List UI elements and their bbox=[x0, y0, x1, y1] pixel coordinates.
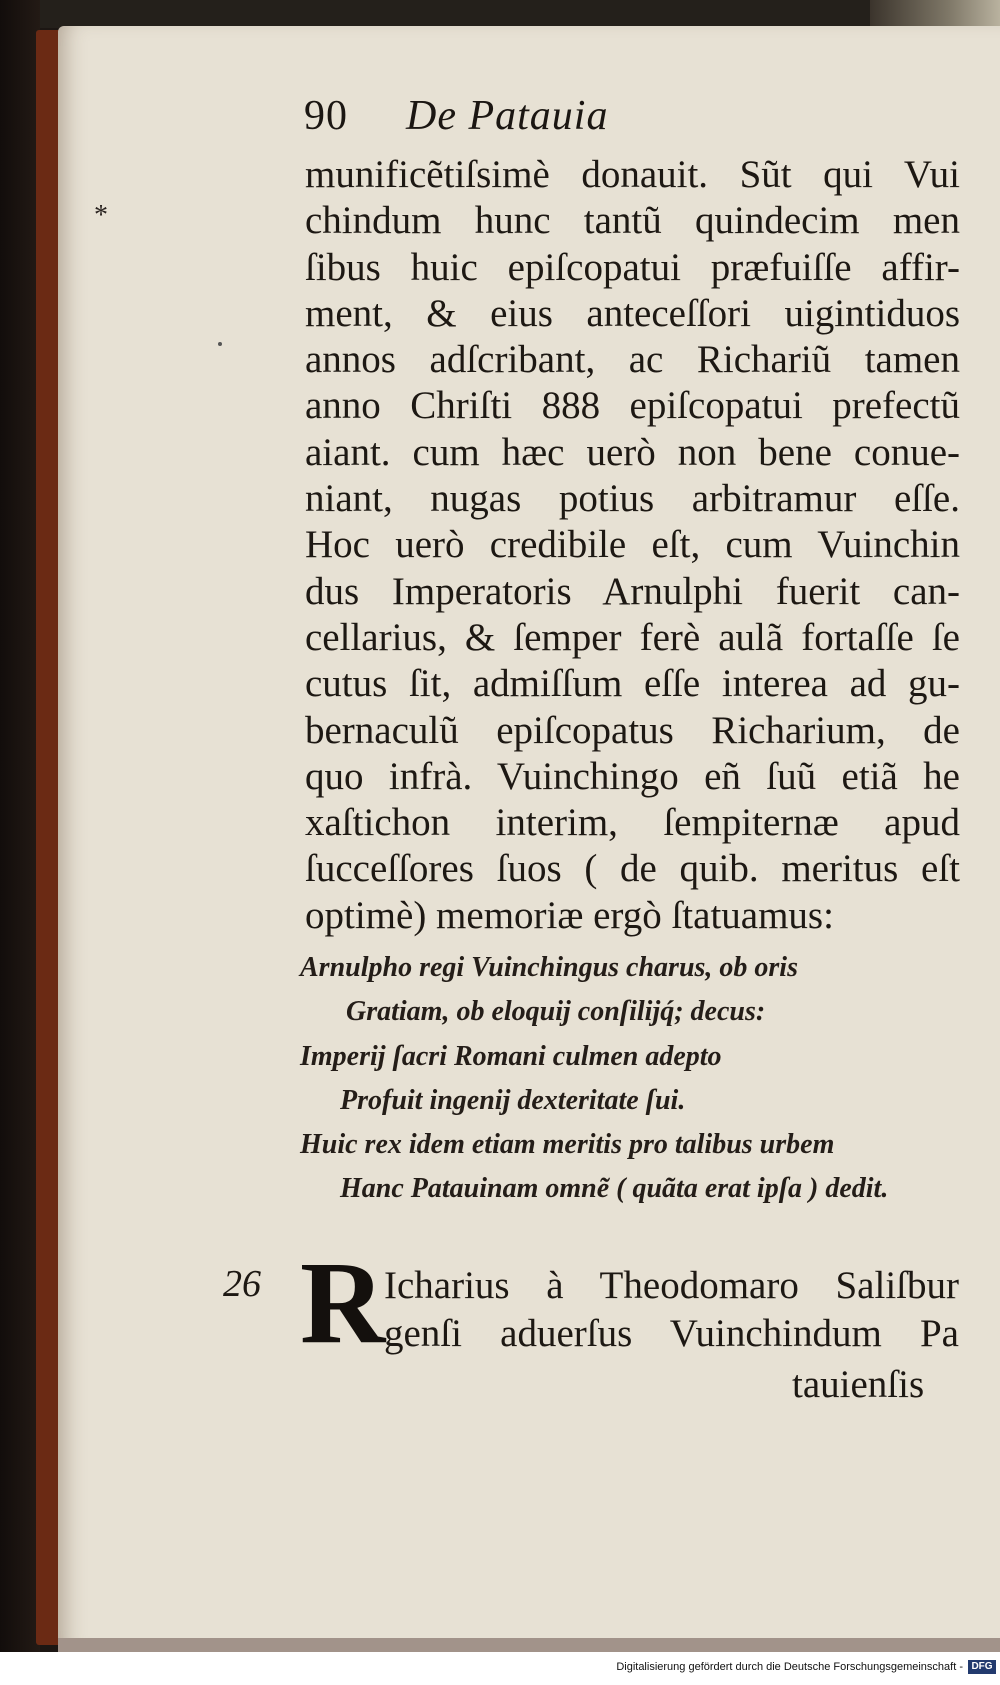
catchword: tauienſis bbox=[792, 1363, 925, 1406]
running-head bbox=[304, 92, 608, 140]
main-text-block bbox=[305, 152, 960, 939]
text-line: dus Imperatoris Arnulphi fuerit can- bbox=[305, 569, 960, 613]
text-line: bernaculũ epiſcopatus Richarium, de bbox=[305, 708, 960, 752]
verse-line: Arnulpho regi Vuinchingus charus, ob oris bbox=[300, 952, 798, 983]
marginal-section-number: 26 bbox=[223, 1263, 261, 1305]
drop-cap-initial: R bbox=[300, 1237, 386, 1368]
text-line: cutus ſit, admiſſum eſſe interea ad gu- bbox=[305, 662, 960, 706]
marginal-asterisk: * bbox=[94, 200, 108, 231]
text-line: xaſtichon interim, ſempiternæ apud bbox=[305, 801, 960, 845]
page-number: 90 bbox=[304, 93, 348, 139]
text-line: Hoc uerò credibile eſt, cum Vuinchin bbox=[305, 523, 960, 567]
margin-speck bbox=[218, 342, 222, 346]
text-line: annos adſcribant, ac Richariũ tamen bbox=[305, 338, 960, 382]
text-line: munificẽtiſsimè donauit. Sũt qui Vui bbox=[305, 153, 960, 196]
text-line: cellarius, & ſemper ferè aulã fortaſſe ſe bbox=[305, 615, 960, 659]
page-bottom-edge bbox=[58, 1638, 1000, 1652]
verse-line: Profuit ingenij dexteritate ſui. bbox=[340, 1084, 686, 1116]
funding-credit: Digitalisierung gefördert durch die Deutsche Forschungsgemeinschaft - bbox=[616, 1661, 963, 1673]
text-line: ment, & eius anteceſſori uigintiduos bbox=[305, 291, 960, 335]
text-line: ſibus huic epiſcopatui præfuiſſe affir- bbox=[305, 245, 960, 289]
text-line: aiant. cum hæc uerò non bene conue- bbox=[305, 430, 960, 474]
text-line: optimè) memoriæ ergò ſtatuamus: bbox=[305, 893, 834, 937]
scan-background-top bbox=[0, 0, 1000, 28]
text-line: niant, nugas potius arbitramur eſſe. bbox=[305, 477, 960, 521]
running-title: De Patauia bbox=[406, 93, 609, 139]
text-line: chindum hunc tantũ quindecim men bbox=[305, 199, 960, 243]
text-line: ſucceſſores ſuos ( de quib. meritus eſt bbox=[305, 847, 960, 891]
verse-line: Hanc Patauinam omnẽ ( quãta erat ipſa ) dedit. bbox=[340, 1173, 889, 1205]
verse-line: Huic rex idem etiam meritis pro talibus urbem bbox=[300, 1129, 835, 1161]
text-line: Icharius à Theodomaro Saliſbur bbox=[384, 1264, 959, 1307]
hexastichon-verse bbox=[300, 946, 955, 1212]
text-line: anno Chriſti 888 epiſcopatui prefectũ bbox=[305, 384, 960, 428]
verse-line: Imperij ſacri Romani culmen adepto bbox=[300, 1040, 722, 1072]
verse-line: Gratiam, ob eloquij conſilijq́; decus: bbox=[346, 996, 766, 1028]
dfg-logo: DFG bbox=[968, 1660, 996, 1674]
text-line: genſi aduerſus Vuinchindum Pa bbox=[384, 1312, 959, 1355]
new-section-text bbox=[384, 1262, 959, 1358]
text-line: quo infrà. Vuinchingo eñ ſuũ etiã he bbox=[305, 754, 960, 798]
book-spine bbox=[0, 0, 40, 1685]
